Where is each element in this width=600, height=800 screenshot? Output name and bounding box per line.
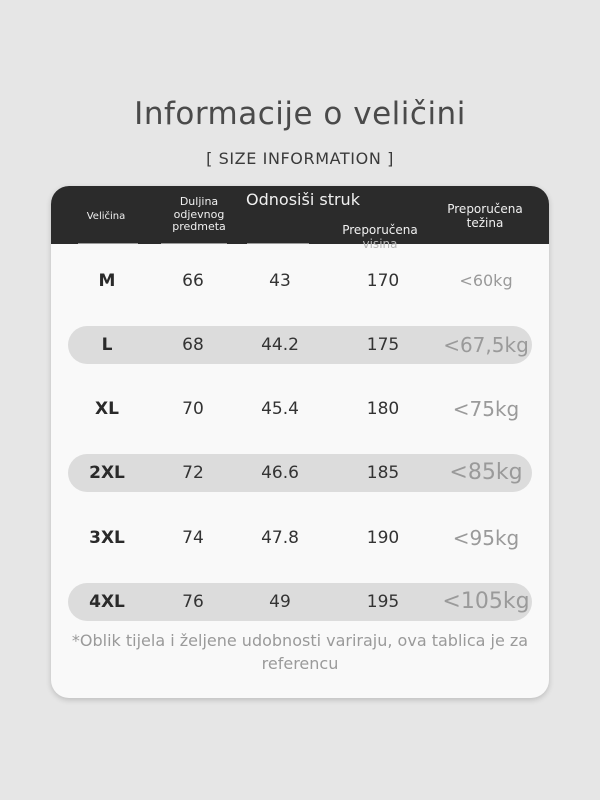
cell-weight: <75kg — [452, 397, 520, 421]
cell-waist: 43 — [269, 271, 291, 291]
cell-waist: 45.4 — [261, 399, 299, 419]
cell-height: 185 — [366, 463, 400, 483]
cell-length: 76 — [182, 592, 204, 612]
cell-size: 3XL — [89, 528, 125, 548]
table-row — [68, 326, 532, 364]
cell-size: 2XL — [89, 463, 125, 483]
footnote: *Oblik tijela i željene udobnosti variraju, ova tablica je za referencu — [71, 631, 529, 673]
cell-size: 4XL — [89, 592, 125, 612]
header-underline — [78, 243, 138, 244]
cell-weight: <60kg — [459, 271, 513, 290]
cell-weight: <105kg — [442, 589, 530, 614]
cell-height: 175 — [366, 335, 400, 355]
cell-waist: 49 — [269, 592, 291, 612]
header-height: Preporučena — [342, 223, 418, 237]
table-row — [68, 390, 532, 428]
cell-size: XL — [95, 399, 119, 419]
page-title: Informacije o veličini — [134, 96, 466, 132]
header-waist: Odnosiši struk — [246, 190, 360, 209]
table-row — [68, 262, 532, 300]
cell-length: 66 — [182, 271, 204, 291]
header-underline — [247, 243, 309, 244]
cell-size: M — [98, 271, 116, 291]
cell-weight: <95kg — [452, 526, 520, 550]
cell-weight: <85kg — [449, 460, 523, 485]
header-size: Veličina — [86, 211, 126, 222]
cell-waist: 47.8 — [261, 528, 299, 548]
cell-length: 72 — [182, 463, 204, 483]
cell-height: 190 — [366, 528, 400, 548]
table-row — [68, 454, 532, 492]
cell-length: 74 — [182, 528, 204, 548]
cell-height: 195 — [366, 592, 400, 612]
page-subtitle: [ SIZE INFORMATION ] — [206, 149, 394, 168]
table-row — [68, 583, 532, 621]
table-row — [68, 519, 532, 557]
cell-height: 170 — [366, 271, 400, 291]
cell-height: 180 — [366, 399, 400, 419]
header-height-sub: visina — [362, 237, 398, 251]
cell-waist: 46.6 — [261, 463, 299, 483]
header-weight: Preporučena težina — [447, 202, 523, 230]
cell-length: 68 — [182, 335, 204, 355]
cell-weight: <67,5kg — [443, 333, 529, 357]
cell-waist: 44.2 — [261, 335, 299, 355]
cell-length: 70 — [182, 399, 204, 419]
header-underline — [161, 243, 227, 244]
cell-size: L — [101, 335, 113, 355]
table-header — [51, 186, 549, 244]
header-length: Duljina odjevnog predmeta — [172, 195, 226, 234]
size-table-card — [51, 186, 549, 698]
